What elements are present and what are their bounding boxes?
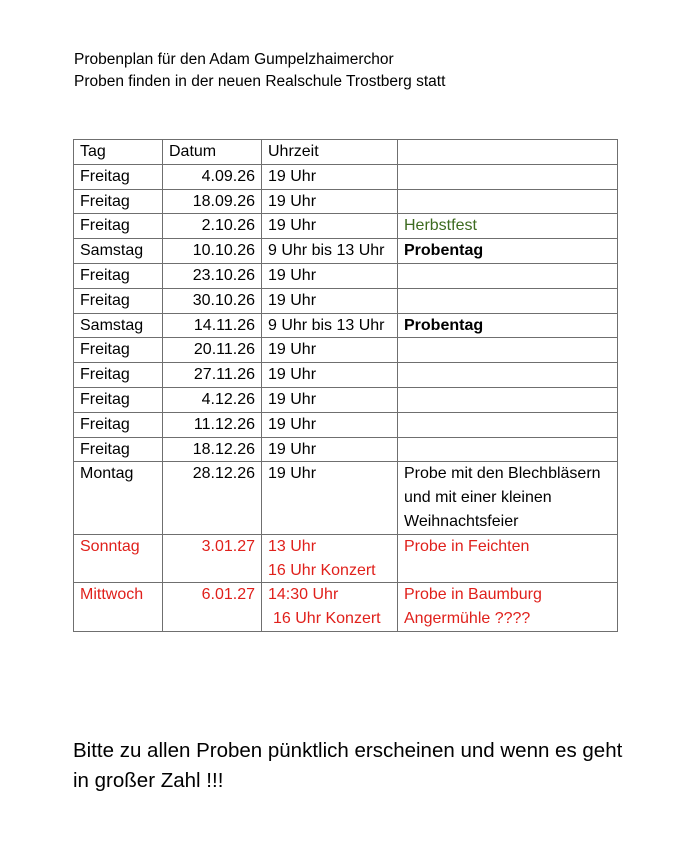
- table-row: [74, 412, 618, 437]
- cell-datum: 27.11.26: [163, 363, 262, 388]
- cell-tag: Freitag: [74, 263, 163, 288]
- cell-datum: 10.10.26: [163, 239, 262, 264]
- uhrzeit-konzert: 16 Uhr Konzert: [273, 610, 381, 628]
- cell-note: [398, 189, 618, 214]
- cell-uhrzeit: 19 Uhr: [262, 338, 398, 363]
- table-row: [74, 263, 618, 288]
- cell-datum: 11.12.26: [163, 412, 262, 437]
- table-row: [74, 164, 618, 189]
- cell-tag: Samstag: [74, 313, 163, 338]
- cell-note: Probe in Baumburg Angermühle ????: [398, 583, 618, 632]
- column-header-tag: Tag: [74, 140, 163, 165]
- table-header-row: [74, 140, 618, 165]
- cell-tag: Montag: [74, 462, 163, 534]
- cell-datum: 18.09.26: [163, 189, 262, 214]
- cell-tag: Freitag: [74, 338, 163, 363]
- cell-tag: Mittwoch: [74, 583, 163, 632]
- cell-note: [398, 263, 618, 288]
- table-row-concert: [74, 534, 618, 583]
- uhrzeit-konzert: 16 Uhr Konzert: [268, 561, 376, 579]
- cell-datum: 18.12.26: [163, 437, 262, 462]
- cell-datum: 28.12.26: [163, 462, 262, 534]
- cell-uhrzeit: 19 Uhr: [262, 263, 398, 288]
- cell-datum: 4.09.26: [163, 164, 262, 189]
- cell-note: [398, 387, 618, 412]
- cell-datum: 3.01.27: [163, 534, 262, 583]
- cell-uhrzeit: [262, 583, 398, 632]
- cell-uhrzeit: 19 Uhr: [262, 164, 398, 189]
- table-row: [74, 437, 618, 462]
- uhrzeit-probe: 14:30 Uhr: [268, 586, 339, 604]
- cell-tag: Sonntag: [74, 534, 163, 583]
- cell-uhrzeit: 19 Uhr: [262, 189, 398, 214]
- cell-tag: Freitag: [74, 214, 163, 239]
- uhrzeit-probe: 13 Uhr: [268, 537, 317, 555]
- cell-note: Probe mit den Blechbläsern und mit einer kleinen Weihnachtsfeier: [398, 462, 618, 534]
- cell-note: [398, 412, 618, 437]
- cell-note-probentag: Probentag: [398, 239, 618, 264]
- cell-note: [398, 288, 618, 313]
- cell-tag: Freitag: [74, 164, 163, 189]
- cell-datum: 23.10.26: [163, 263, 262, 288]
- cell-uhrzeit: 19 Uhr: [262, 462, 398, 534]
- cell-tag: Freitag: [74, 189, 163, 214]
- column-header-note: [398, 140, 618, 165]
- cell-uhrzeit: 19 Uhr: [262, 363, 398, 388]
- cell-datum: 14.11.26: [163, 313, 262, 338]
- table-row: [74, 189, 618, 214]
- cell-tag: Freitag: [74, 387, 163, 412]
- cell-note-herbstfest: Herbstfest: [398, 214, 618, 239]
- cell-tag: Freitag: [74, 437, 163, 462]
- cell-uhrzeit: 19 Uhr: [262, 288, 398, 313]
- header-title: Probenplan für den Adam Gumpelzhaimerchor: [74, 51, 394, 68]
- table-row: [74, 363, 618, 388]
- cell-uhrzeit: 19 Uhr: [262, 437, 398, 462]
- table-row: [74, 462, 618, 534]
- document-header: [74, 49, 445, 93]
- cell-tag: Freitag: [74, 288, 163, 313]
- table-row: [74, 313, 618, 338]
- column-header-datum: Datum: [163, 140, 262, 165]
- cell-note: [398, 338, 618, 363]
- header-location: Proben finden in der neuen Realschule Trostberg statt: [74, 73, 446, 90]
- column-header-uhrzeit: Uhrzeit: [262, 140, 398, 165]
- table-row: [74, 239, 618, 264]
- cell-uhrzeit: 19 Uhr: [262, 412, 398, 437]
- cell-uhrzeit: 9 Uhr bis 13 Uhr: [262, 239, 398, 264]
- cell-note: [398, 437, 618, 462]
- cell-datum: 2.10.26: [163, 214, 262, 239]
- cell-uhrzeit: [262, 534, 398, 583]
- cell-note-probentag: Probentag: [398, 313, 618, 338]
- rehearsal-schedule-table: [73, 139, 618, 632]
- table-row: [74, 288, 618, 313]
- cell-tag: Samstag: [74, 239, 163, 264]
- cell-datum: 6.01.27: [163, 583, 262, 632]
- cell-datum: 20.11.26: [163, 338, 262, 363]
- cell-datum: 4.12.26: [163, 387, 262, 412]
- cell-tag: Freitag: [74, 363, 163, 388]
- cell-note: [398, 363, 618, 388]
- cell-datum: 30.10.26: [163, 288, 262, 313]
- table-row-concert: [74, 583, 618, 632]
- cell-uhrzeit: 19 Uhr: [262, 214, 398, 239]
- table-row: [74, 338, 618, 363]
- cell-tag: Freitag: [74, 412, 163, 437]
- footer-notice: Bitte zu allen Proben pünktlich erscheinen und wenn es geht in großer Zahl !!!: [73, 739, 623, 792]
- cell-note: [398, 164, 618, 189]
- cell-uhrzeit: 9 Uhr bis 13 Uhr: [262, 313, 398, 338]
- table-row: [74, 214, 618, 239]
- cell-uhrzeit: 19 Uhr: [262, 387, 398, 412]
- table-row: [74, 387, 618, 412]
- cell-note: Probe in Feichten: [398, 534, 618, 583]
